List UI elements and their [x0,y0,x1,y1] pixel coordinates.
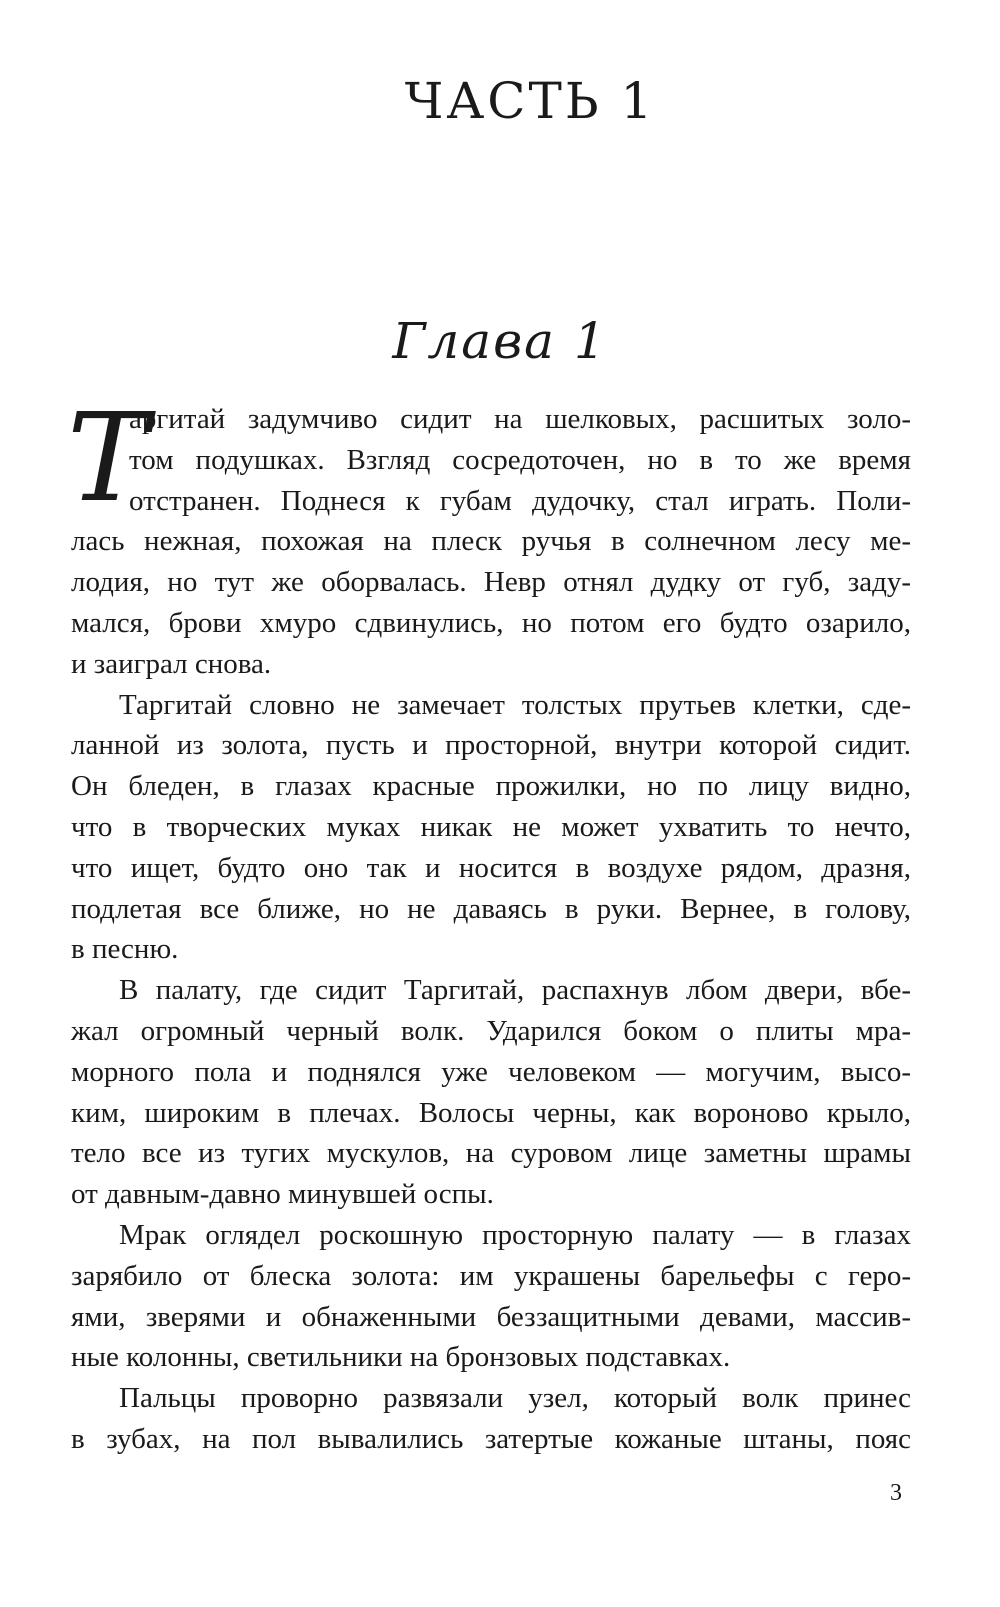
text-line: мался, брови хмуро сдвинулись, но потом его будто озарило, [71,606,911,639]
text-line: зарябило от блеска золота: им украшены барельефы с геро- [71,1259,911,1292]
text-line: Он бледен, в глазах красные прожилки, но по лицу видно, [71,770,911,803]
text-line: подлетая все ближе, но не даваясь в руки. Вернее, в голову, [71,892,911,925]
text-line: Таргитай словно не замечает толстых прутьев клетки, сде- [119,688,911,721]
text-line: лась нежная, похожая на плеск ручья в солнечном лесу ме- [71,525,911,558]
part-title: ЧАСТЬ 1 [404,72,656,130]
text-line: в зубах, на пол вывалились затертые кожаные штаны, пояс [71,1422,911,1455]
text-line: морного пола и поднялся уже человеком — могучим, высо- [71,1055,911,1088]
text-line: что ищет, будто оно так и носится в воздухе рядом, дразня, [71,851,911,884]
text-line: от давным-давно минувшей оспы. [71,1178,494,1211]
text-line: ким, широким в плечах. Волосы черны, как вороново крыло, [71,1096,911,1129]
text-line: ные колонны, светильники на бронзовых подставках. [71,1341,731,1374]
body-text [67,387,911,1460]
text-line: аргитай задумчиво сидит на шелковых, расшитых золо- [129,403,911,435]
text-line: в песню. [71,933,179,966]
text-line: жал огромный черный волк. Ударился боком о плиты мра- [71,1014,911,1047]
text-line: отстранен. Поднеся к губам дудочку, стал играть. Поли- [129,484,911,517]
text-line: В палату, где сидит Таргитай, распахнув лбом двери, вбе- [119,974,911,1007]
text-line: Пальцы проворно развязали узел, который волк принес [119,1382,911,1415]
drop-cap: Т [67,387,149,529]
text-line: ланной из золота, пусть и просторной, внутри которой сидит. [71,729,911,762]
page-number: 3 [890,1480,902,1506]
chapter-title: Глава 1 [392,312,608,370]
text-line: лодия, но тут же оборвалась. Невр отнял дудку от губ, заду- [71,566,911,599]
text-line: том подушках. Взгляд сосредоточен, но в то же время [129,443,911,476]
text-line: и заиграл снова. [71,647,272,680]
text-line: Мрак оглядел роскошную просторную палату — в глазах [119,1218,911,1251]
text-line: ями, зверями и обнаженными беззащитными девами, массив- [71,1300,911,1333]
text-line: тело все из тугих мускулов, на суровом лице заметны шрамы [71,1137,911,1170]
text-line: что в творческих муках никак не может ухватить то нечто, [71,810,911,843]
